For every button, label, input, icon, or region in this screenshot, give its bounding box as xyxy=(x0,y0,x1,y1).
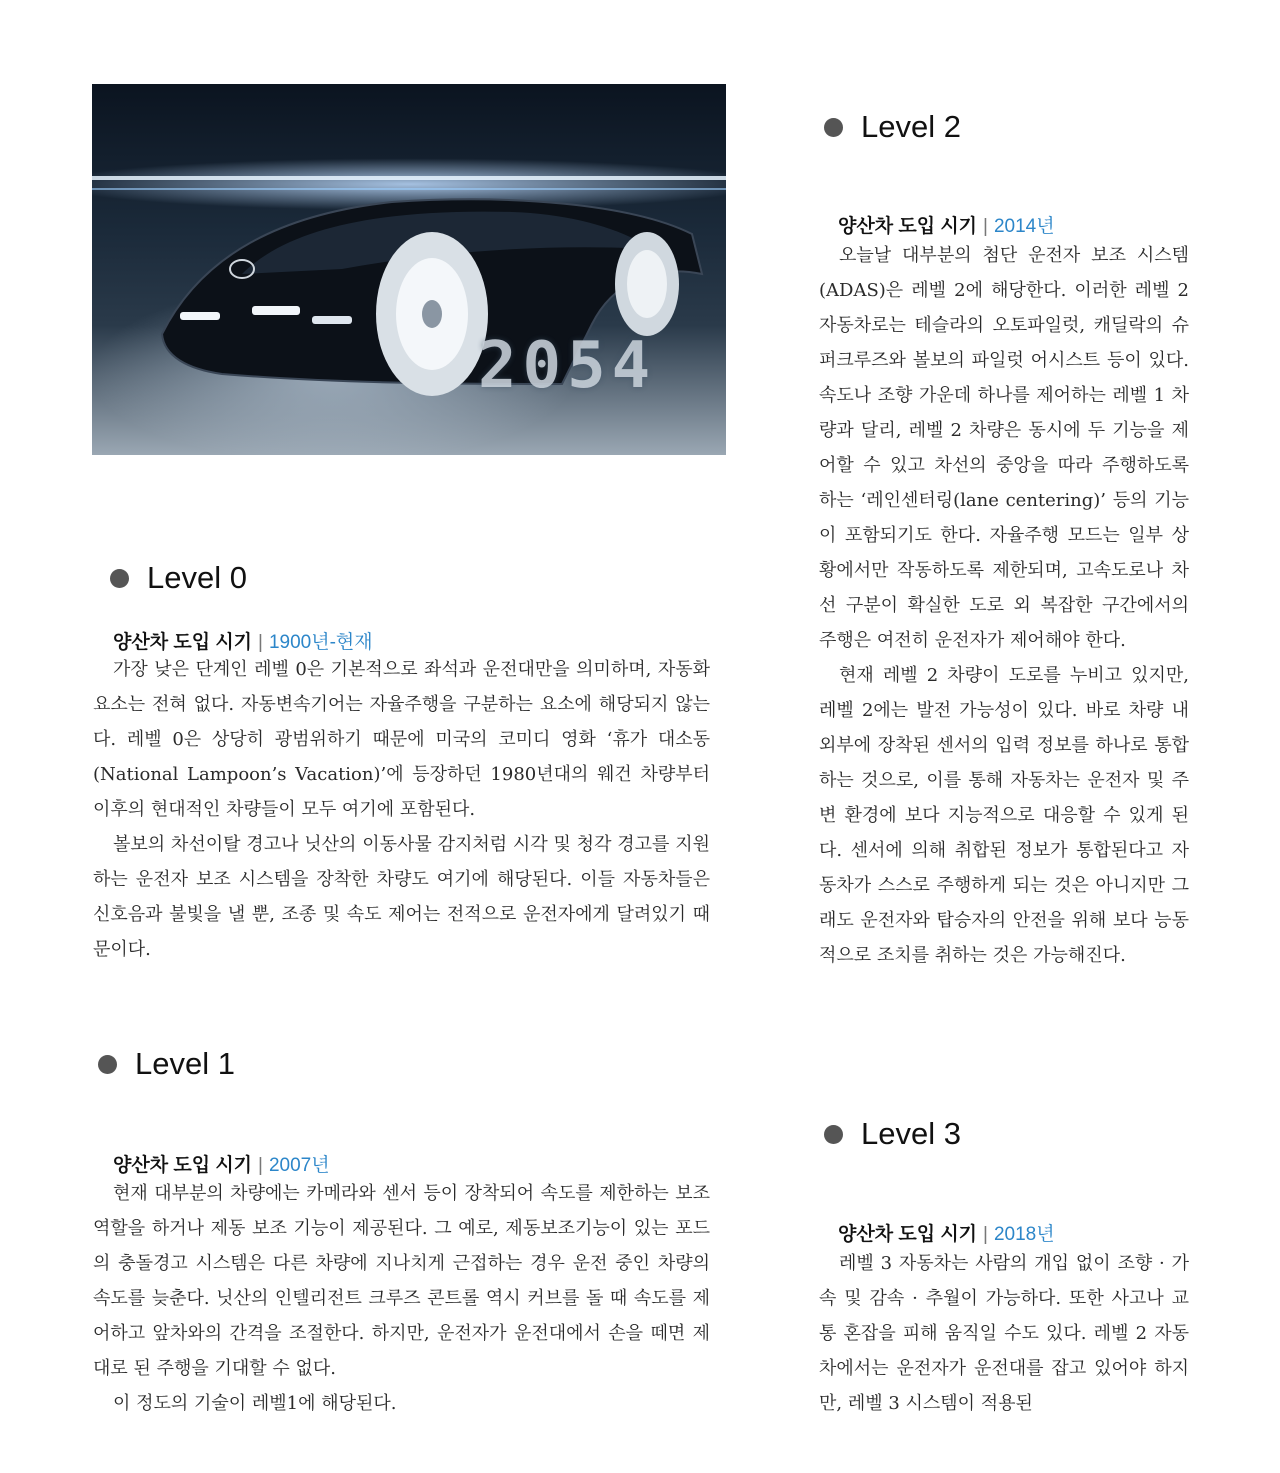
intro-separator: | xyxy=(258,632,263,653)
level-0-paragraph-1: 가장 낮은 단계인 레벨 0은 기본적으로 좌석과 운전대만을 의미하며, 자동화 요소는 전혀 없다. 자동변속기어는 자율주행을 구분하는 요소에 해당되지 않는다. 레벨 0은 상당히 광범위하기 때문에 미국의 코미디 영화 ‘휴가 대소동(National Lampoon’s Vacation)’에 등장하던 1980년대의 웨건 차량부터 이후의 현대적인 차량들이 모두 여기에 포함된다. xyxy=(93,659,710,820)
intro-separator: | xyxy=(983,1224,988,1245)
hero-year-number: 2054 xyxy=(478,329,657,403)
level-2-paragraph-1: 오늘날 대부분의 첨단 운전자 보조 시스템(ADAS)은 레벨 2에 해당한다. 이러한 레벨 2 자동차로는 테슬라의 오토파일럿, 캐딜락의 슈퍼크루즈와 볼보의 파일럿 어시스트 등이 있다. 속도나 조향 가운데 하나를 제어하는 레벨 1 차량과 달리, 레벨 2 차량은 동시에 두 기능을 제어할 수 있고 차선의 중앙을 따라 주행하도록 하는 ‘레인센터링(lane centering)’ 등의 기능이 포함되기도 한다. 자율주행 모드는 일부 상황에서만 작동하도록 제한되며, 고속도로나 차선 구분이 확실한 도로 외 복잡한 구간에서의 주행은 여전히 운전자가 제어해야 한다. xyxy=(819,245,1189,651)
level-1-body xyxy=(93,1176,710,1421)
level-1-intro xyxy=(113,1150,330,1177)
bullet-icon xyxy=(824,118,843,137)
level-3-paragraph-1: 레벨 3 자동차는 사람의 개입 없이 조향 · 가속 및 감속 · 추월이 가능하다. 또한 사고나 교통 혼잡을 피해 움직일 수도 있다. 레벨 2 자동차에서는 운전자가 운전대를 잡고 있어야 하지만, 레벨 3 시스템이 적용된 xyxy=(819,1253,1189,1414)
intro-year: 2007년 xyxy=(268,1155,330,1176)
level-3-title: Level 3 xyxy=(861,1116,961,1151)
intro-year: 1900년-현재 xyxy=(268,632,373,653)
level-1-paragraph-1: 현재 대부분의 차량에는 카메라와 센서 등이 장착되어 속도를 제한하는 보조 역할을 하거나 제동 보조 기능이 제공된다. 그 예로, 제동보조기능이 있는 포드의 충돌경고 시스템은 다른 차량에 지나치게 근접하는 경우 운전 중인 차량의 속도를 늦춘다. 닛산의 인텔리전트 크루즈 콘트롤 역시 커브를 돌 때 속도를 제어하고 앞차와의 간격을 조절한다. 하지만, 운전자가 운전대에서 손을 떼면 제대로 된 주행을 기대할 수 없다. xyxy=(93,1183,710,1379)
bullet-icon xyxy=(110,569,129,588)
intro-label: 양산차 도입 시기 xyxy=(113,632,253,653)
intro-separator: | xyxy=(983,216,988,237)
level-2-heading xyxy=(824,109,961,145)
level-0-heading xyxy=(110,560,247,596)
level-3-heading xyxy=(824,1116,961,1152)
bullet-icon xyxy=(98,1055,117,1074)
bullet-icon xyxy=(824,1125,843,1144)
level-2-body xyxy=(819,238,1189,973)
level-3-body xyxy=(819,1246,1189,1421)
intro-label: 양산차 도입 시기 xyxy=(838,216,978,237)
level-2-intro xyxy=(838,211,1055,238)
intro-label: 양산차 도입 시기 xyxy=(113,1155,253,1176)
intro-year: 2018년 xyxy=(993,1224,1055,1245)
level-1-paragraph-2: 이 정도의 기술이 레벨1에 해당된다. xyxy=(113,1393,397,1414)
intro-year: 2014년 xyxy=(993,216,1055,237)
level-2-title: Level 2 xyxy=(861,109,961,144)
level-0-title: Level 0 xyxy=(147,560,247,595)
level-2-paragraph-2: 현재 레벨 2 차량이 도로를 누비고 있지만, 레벨 2에는 발전 가능성이 있다. 바로 차량 내외부에 장착된 센서의 입력 정보를 하나로 통합하는 것으로, 이를 통해 자동차는 운전자 및 주변 환경에 보다 지능적으로 대응할 수 있게 된다. 센서에 의해 취합된 정보가 통합된다고 자동차가 스스로 주행하게 되는 것은 아니지만 그래도 운전자와 탑승자의 안전을 위해 보다 능동적으로 조치를 취하는 것은 가능해진다. xyxy=(819,665,1189,966)
level-1-title: Level 1 xyxy=(135,1046,235,1081)
intro-label: 양산차 도입 시기 xyxy=(838,1224,978,1245)
hero-car-image xyxy=(92,84,726,455)
level-0-intro xyxy=(113,627,373,654)
level-0-body xyxy=(93,652,710,967)
intro-separator: | xyxy=(258,1155,263,1176)
level-3-intro xyxy=(838,1219,1055,1246)
level-1-heading xyxy=(98,1046,235,1082)
level-0-paragraph-2: 볼보의 차선이탈 경고나 닛산의 이동사물 감지처럼 시각 및 청각 경고를 지원하는 운전자 보조 시스템을 장착한 차량도 여기에 해당된다. 이들 자동차들은 신호음과 불빛을 낼 뿐, 조종 및 속도 제어는 전적으로 운전자에게 달려있기 때문이다. xyxy=(93,834,710,960)
